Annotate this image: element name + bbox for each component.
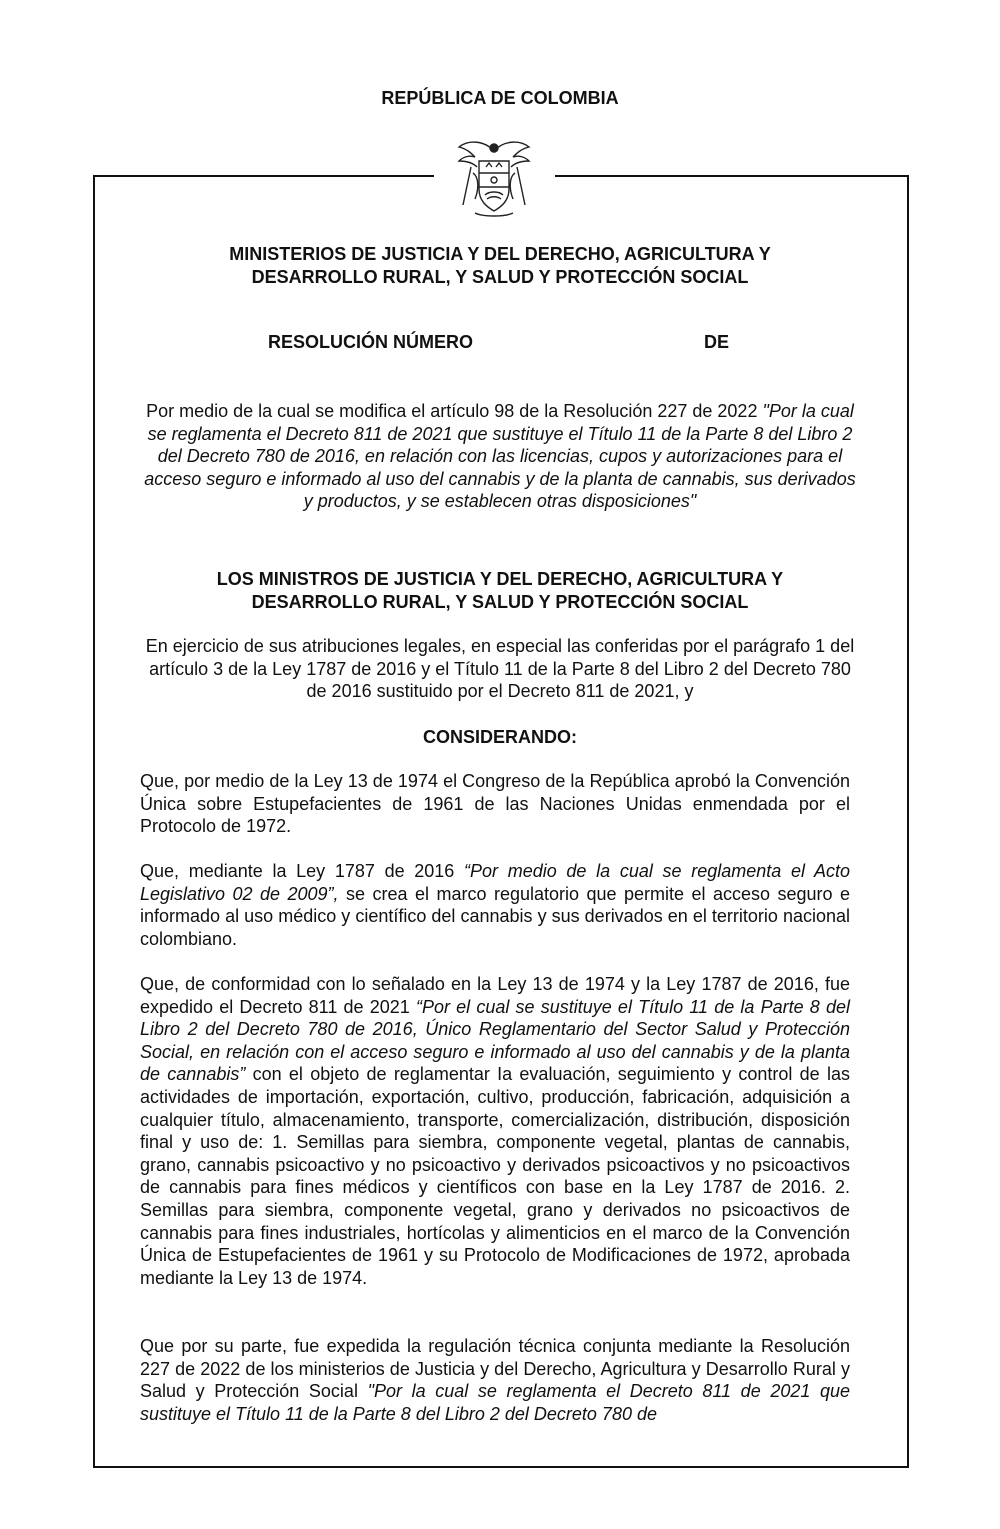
subject-italic-title: "Por la cual se reglamenta el Decreto 811 de 2021 que sustituye el Título 11 de la Parte 8 del Libro 2 del Decreto 780 de 2016, en relación con las licencias, cupos y autorizaciones para el acceso seguro e informado al uso del cannabis y de la planta de cannabis, sus derivados y productos, y se establecen otras disposiciones" [144,401,856,512]
resolution-date-label: DE [704,332,730,352]
powers-paragraph: En ejercicio de sus atribuciones legales, en especial las conferidas por el parágrafo 1 del artículo 3 de la Ley 1787 de 2016 y el Título 11 de la Parte 8 del Libro 2 del Decreto 780 de 2016 sustituido por el Decreto 811 de 2021, y [145,636,855,702]
paragraph-3-italic: “Por el cual se sustituye el Título 11 de la Parte 8 del Libro 2 del Decreto 780 de 2016, Único Reglamentario del Sector Salud y Protección Social, en relación con el acceso seguro e informado al uso del cannabis y de la planta de cannabis” [140,996,850,1085]
ministries-heading [140,243,860,288]
ministries-line-2: DESARROLLO RURAL, Y SALUD Y PROTECCIÓN SOCIAL [251,266,749,287]
ministers-line-2: DESARROLLO RURAL, Y SALUD Y PROTECCIÓN SOCIAL [251,591,749,612]
paragraph-3-lead: Que, de conformidad con lo señalado en la Ley 13 de 1974 y la Ley 1787 de 2016, fue expedido el Decreto 811 de 2021 [140,974,850,1017]
considerando-paragraph-1: Que, por medio de la Ley 13 de 1974 el Congreso de la República aprobó la Convención Única sobre Estupefacientes de 1961 de las Naciones Unidas enmendada por el Protocolo de 1972. [140,771,850,837]
resolution-number-label: RESOLUCIÓN NÚMERO [268,332,474,352]
paragraph-2-lead: Que, mediante la Ley 1787 de 2016 [140,861,465,881]
resolution-subject [140,400,860,513]
paragraph-3-tail: con el objeto de reglamentar Ia evaluación, seguimiento y control de las actividades de importación, exportación, cultivo, producción, fabricación, adquisición a cualquier título, almacenamiento, transporte, comercialización, distribución, disposición final y uso de: 1. Semillas para siembra, componente vegetal, plantas de cannabis, grano, cannabis psicoactivo y no psicoactivo y derivados psicoactivos y no psicoactivos de cannabis para fines médicos y científicos con base en la Ley 1787 de 2016. 2. Semillas para siembra, componente vegetal, grano y derivados no psicoactivos de cannabis para fines industriales, hortícolas y alimenticios en el marco de la Convención Única de Estupefacientes de 1961 y su Protocolo de Modificaciones de 1972, aprobada mediante la Ley 13 de 1974. [140,1064,850,1288]
coat-of-arms-icon [449,133,539,223]
ministers-line-1: LOS MINISTROS DE JUSTICIA Y DEL DERECHO, AGRICULTURA Y [216,569,784,589]
considerando-paragraph-4 [140,1335,850,1425]
considerando-heading: CONSIDERANDO: [422,727,577,747]
paragraph-4-lead: Que por su parte, fue expedida la regulación técnica conjunta mediante la Resolución 227 de 2022 de los ministerios de Justicia y del Derecho, Agricultura y Desarrollo Rural y Salud y Protección Social [140,1336,850,1402]
ministers-heading [140,568,860,613]
considerando-paragraph-2 [140,860,850,950]
subject-lead: Por medio de la cual se modifica el artículo 98 de la Resolución 227 de 2022 [146,401,763,421]
ministries-line-1: MINISTERIOS DE JUSTICIA Y DEL DERECHO, AGRICULTURA Y [229,244,771,264]
paragraph-2-italic: “Por medio de la cual se reglamenta el Acto Legislativo 02 de 2009”, [140,861,851,904]
considerando-paragraph-3 [140,973,850,1289]
paragraph-4-italic: "Por la cual se reglamenta el Decreto 811 de 2021 que sustituye el Título 11 de la Parte 8 del Libro 2 del Decreto 780 de [140,1381,851,1424]
paragraph-2-tail: se crea el marco regulatorio que permite el acceso seguro e informado al uso médico y científico del cannabis y sus derivados en el territorio nacional colombiano. [140,883,850,949]
country-heading: REPÚBLICA DE COLOMBIA [381,88,619,108]
